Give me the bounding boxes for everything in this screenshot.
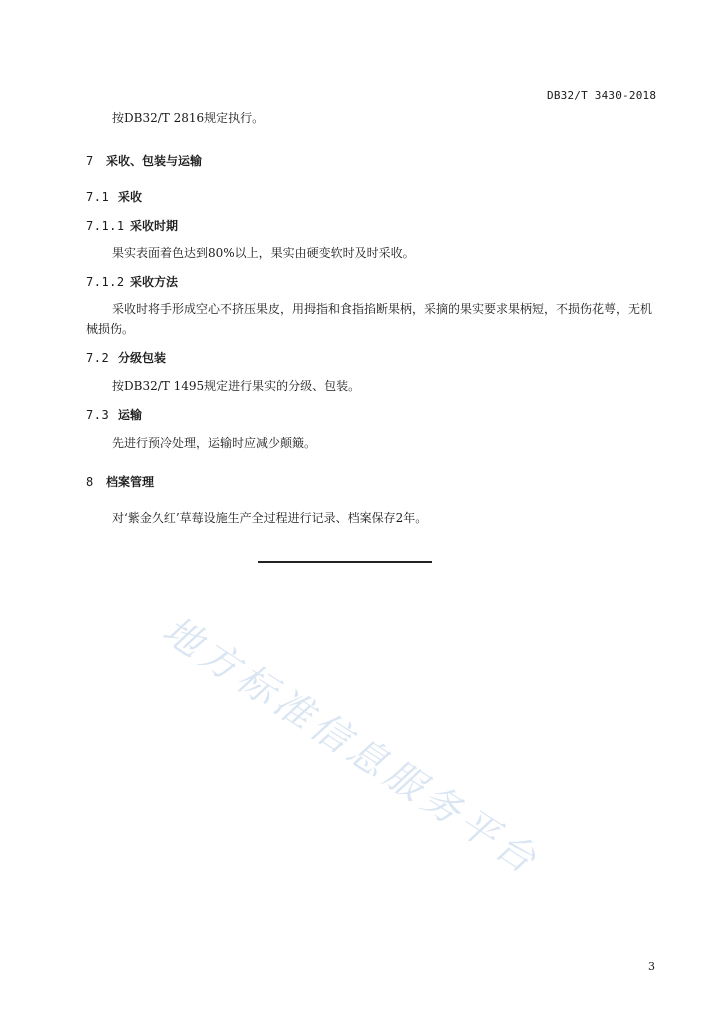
section-8-heading xyxy=(86,473,154,490)
paragraph-8: 对‘紫金久红’草莓设施生产全过程进行记录、档案保存2年。 xyxy=(112,511,428,525)
section-number: 7.3 xyxy=(86,408,110,422)
section-7-3-heading xyxy=(86,406,142,423)
section-title: 分级包装 xyxy=(118,351,167,365)
section-7-heading xyxy=(86,152,202,169)
section-title: 档案管理 xyxy=(106,475,155,489)
section-7-1-1-heading xyxy=(86,217,178,234)
paragraph-7-2: 按DB32/T 1495规定进行果实的分级、包装。 xyxy=(112,379,361,393)
paragraph-intro: 按DB32/T 2816规定执行。 xyxy=(112,111,265,125)
section-title: 采收方法 xyxy=(130,275,179,289)
paragraph-7-1-2: 采收时将手形成空心不挤压果皮，用拇指和食指掐断果柄，采摘的果实要求果柄短，不损伤花萼，无机械损伤。 xyxy=(86,302,653,336)
document-code: DB32/T 3430-2018 xyxy=(547,89,657,102)
section-7-1-heading xyxy=(86,188,142,205)
watermark: 地方标准信息服务平台 xyxy=(155,607,549,885)
section-title: 采收时期 xyxy=(130,219,179,233)
section-number: 8 xyxy=(86,475,94,489)
section-7-1-2-heading xyxy=(86,273,178,290)
section-number: 7.2 xyxy=(86,351,110,365)
page-number: 3 xyxy=(648,960,655,973)
end-rule xyxy=(258,561,432,563)
section-7-2-heading xyxy=(86,349,166,366)
section-title: 运输 xyxy=(118,408,143,422)
paragraph-7-1-1: 果实表面着色达到80%以上，果实由硬变软时及时采收。 xyxy=(112,246,415,260)
section-number: 7.1.2 xyxy=(86,275,125,289)
section-number: 7.1 xyxy=(86,190,110,204)
paragraph-7-3: 先进行预冷处理，运输时应减少颠簸。 xyxy=(112,436,317,450)
section-title: 采收 xyxy=(118,190,143,204)
section-title: 采收、包装与运输 xyxy=(106,154,203,168)
section-number: 7 xyxy=(86,154,94,168)
section-number: 7.1.1 xyxy=(86,219,125,233)
